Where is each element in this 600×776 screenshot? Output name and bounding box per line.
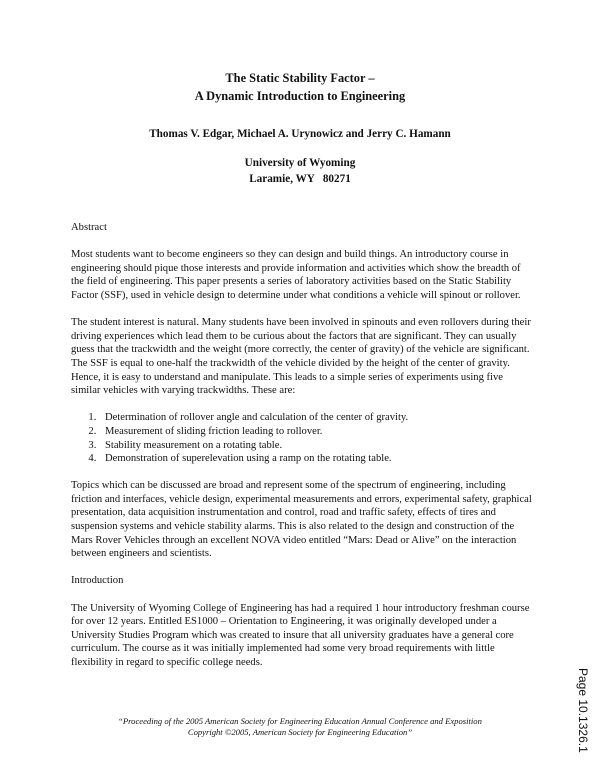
affiliation-city: Laramie, WY 80271 [249, 173, 351, 185]
abstract-paragraph-2: The student interest is natural. Many students have been involved in spinouts and even rollovers during their driving experiences which lead them to be curious about the factors that are significant. They can usually guess that the trackwidth and the weight (more correctly, the center of gravity) of the vehicle are significant. The SSF is equal to one-half the trackwidth of the vehicle divided by the height of the center of gravity. Hence, it is easy to understand and manipulate. This leads to a simple series of experiments using five similar vehicles with varying trackwidths. These are: [71, 317, 531, 397]
affiliation [0, 155, 600, 187]
page-number-stamp: Page 10.1326.1 [576, 668, 590, 753]
affiliation-university: University of Wyoming [244, 157, 356, 169]
abstract-paragraph-3: Topics which can be discussed are broad and represent some of the spectrum of engineering, including friction and interfaces, vehicle design, experimental measurements and errors, experimental safety, graphical presentation, data acquisition instrumentation and control, road and traffic safety, effects of tires and suspension systems and vehicle stability alarms. This is also related to the design and construction of the Mars Rover Vehicles through an excellent NOVA video entitled “Mars: Dead or Alive” on the interaction between engineers and scientists. [71, 480, 532, 560]
list-item: 2. Measurement of sliding friction leading to rollover. [99, 425, 535, 439]
introduction-heading: Introduction [71, 575, 124, 587]
list-item: 4. Demonstration of superelevation using a ramp on the rotating table. [99, 452, 535, 466]
footer-line-2: Copyright ©2005, American Society for Engineering Education” [187, 727, 413, 737]
abstract-paragraph-1: Most students want to become engineers so they can design and build things. An introductory course in engineering should pique those interests and provide information and activities which show the breadth of the field of engineering. This paper presents a series of laboratory activities based on the Static Stability Factor (SSF), used in vehicle design to determine under what conditions a vehicle will spinout or rollover. [71, 249, 521, 301]
footer-line-1: “Proceeding of the 2005 American Society for Engineering Education Annual Conference and Exposition [118, 716, 482, 726]
list-item: 1. Determination of rollover angle and calculation of the center of gravity. [99, 411, 535, 425]
introduction-paragraph-1: The University of Wyoming College of Engineering has had a required 1 hour introductory freshman course for over 12 years. Entitled ES1000 – Orientation to Engineering, it was originally developed under a University Studies Program which was created to insure that all university graduates have a general core curriculum. The course as it was initially implemented had some very broad requirements with little flexibility in regard to specific college needs. [71, 602, 530, 668]
author-list: Thomas V. Edgar, Michael A. Urynowicz and Jerry C. Hamann [149, 128, 451, 140]
page-footer [60, 716, 540, 738]
experiment-list [71, 411, 535, 465]
body-text [71, 221, 535, 683]
list-item: 3. Stability measurement on a rotating table. [99, 439, 535, 453]
title-line-2: A Dynamic Introduction to Engineering [194, 89, 406, 103]
title-line-1: The Static Stability Factor – [225, 71, 375, 85]
paper-title [0, 69, 600, 105]
abstract-heading: Abstract [71, 222, 107, 233]
